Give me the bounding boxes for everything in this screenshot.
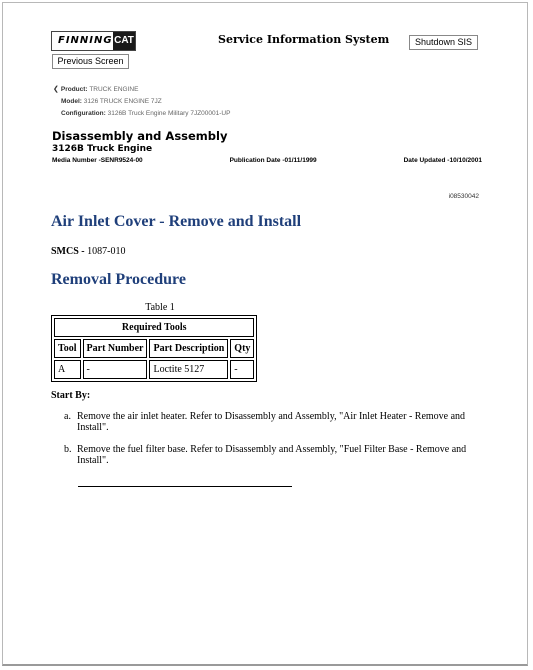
step-text: Remove the fuel filter base. Refer to Disassembly and Assembly, "Fuel Filter Base - Remove and Install". — [77, 444, 467, 466]
step-list — [64, 411, 474, 477]
section-heading: Removal Procedure — [51, 271, 186, 288]
breadcrumb-configuration — [53, 108, 230, 120]
product-label: Product: — [60, 86, 88, 93]
column-header: Tool — [54, 339, 81, 358]
publication-date: Publication Date -01/11/1999 — [229, 157, 317, 164]
configuration-label: Configuration: — [61, 110, 106, 117]
footer-divider — [78, 486, 292, 487]
required-tools-table — [51, 315, 257, 382]
breadcrumb-model — [53, 96, 230, 108]
step-marker: a. — [64, 411, 71, 422]
document-meta — [52, 157, 482, 164]
table-cell: Loctite 5127 — [149, 360, 228, 379]
step-marker: b. — [64, 444, 72, 455]
configuration-value: 3126B Truck Engine Military 7JZ00001-UP — [107, 110, 231, 117]
column-header: Part Description — [149, 339, 228, 358]
table-row — [54, 360, 254, 379]
product-value: TRUCK ENGINE — [89, 86, 139, 93]
chevron-left-icon: ❮ — [53, 86, 59, 93]
table-cell: A — [54, 360, 81, 379]
column-header: Part Number — [83, 339, 148, 358]
logo-cat-text: CAT — [113, 32, 135, 50]
breadcrumb — [53, 84, 230, 120]
model-label: Model: — [61, 98, 82, 105]
page-title: Air Inlet Cover - Remove and Install — [51, 213, 302, 230]
table-cell: - — [83, 360, 148, 379]
smcs-code — [51, 246, 125, 257]
finning-cat-logo — [51, 31, 136, 51]
table-title: Required Tools — [54, 318, 254, 337]
step-text: Remove the air inlet heater. Refer to Disassembly and Assembly, "Air Inlet Heater - Remove and Install". — [77, 411, 466, 433]
table-header-row — [54, 339, 254, 358]
date-updated: Date Updated -10/10/2001 — [403, 157, 482, 164]
system-title: Service Information System — [218, 33, 390, 46]
smcs-label: SMCS - — [51, 246, 88, 257]
document-header — [52, 130, 482, 164]
column-header: Qty — [230, 339, 254, 358]
document-id: i08530042 — [448, 193, 479, 200]
list-item — [64, 411, 474, 433]
list-item — [64, 444, 474, 466]
document-subtitle: 3126B Truck Engine — [52, 144, 153, 154]
start-by-label: Start By: — [51, 390, 91, 401]
media-number: Media Number -SENR9524-00 — [52, 157, 143, 164]
shutdown-sis-button[interactable]: Shutdown SIS — [409, 35, 478, 50]
table-caption: Table 1 — [145, 302, 175, 313]
table-cell: - — [230, 360, 254, 379]
smcs-value: 1087-010 — [87, 246, 126, 257]
document-title: Disassembly and Assembly — [52, 129, 228, 143]
logo-finning-text: FINNING — [58, 35, 113, 46]
previous-screen-button[interactable]: Previous Screen — [52, 54, 129, 69]
breadcrumb-product[interactable] — [53, 84, 230, 96]
model-value: 3126 TRUCK ENGINE 7JZ — [83, 98, 162, 105]
